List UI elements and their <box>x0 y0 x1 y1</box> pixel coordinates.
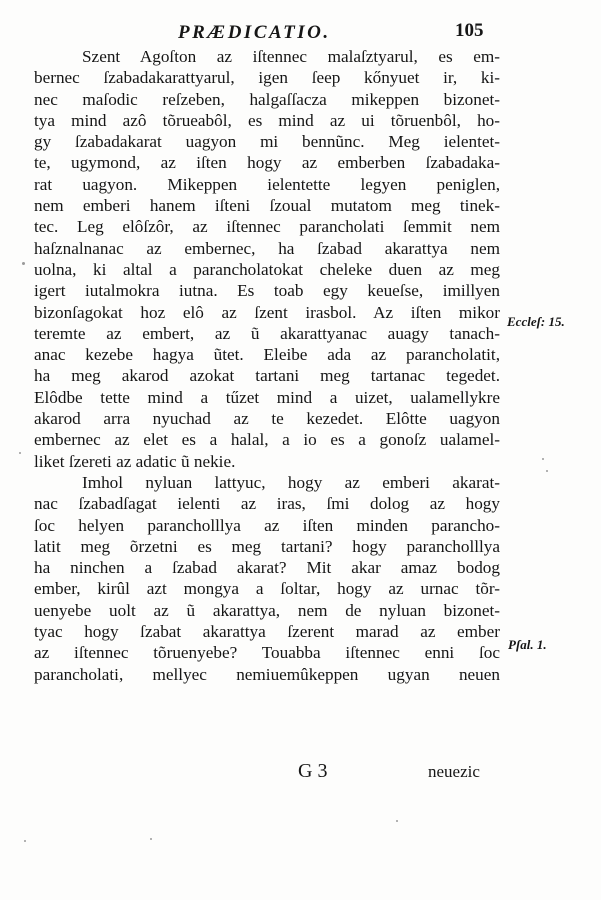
text-line: latit meg õrzetni es meg tartani? hogy parancholllya <box>34 536 500 556</box>
paper-speck <box>19 452 21 454</box>
text-line: ha ninchen a ſzabad akarat? Mit akar amaz bodog <box>34 558 500 578</box>
text-line: liket ſzereti az adatic ũ nekie. <box>34 451 236 471</box>
text-line: tec. Leg elôſzôr, az iſtennec parancholati ſemmit nem <box>34 217 500 237</box>
paper-speck <box>24 840 26 842</box>
signature-mark: G 3 <box>298 760 328 782</box>
text-line: az iſtennec tõruenyebe? Touabba iſtennec enni ſoc <box>34 643 500 663</box>
text-line: ember, kirûl azt mongya a ſoltar, hogy az urnac tõr- <box>34 579 500 599</box>
text-line: parancholati, mellyec nemiuemûkeppen ugyan neuen <box>34 664 500 684</box>
text-line: Imhol nyluan lattyuc, hogy az emberi akarat- <box>82 472 500 492</box>
paper-speck <box>546 470 548 472</box>
text-line: gy ſzabadakarat uagyon mi bennũnc. Meg ielentet- <box>34 132 500 152</box>
text-line: nec maſodic reſzeben, halgaſſacza mikeppen bizonet- <box>34 89 500 109</box>
text-line: nem emberi hanem iſteni ſzoual mutatom meg tinek- <box>34 196 500 216</box>
text-line: uenyebe uolt az ũ akarattya, nem de nyluan bizonet- <box>34 600 500 620</box>
catchword: neuezic <box>428 762 480 781</box>
text-line: Elôdbe tette mind a tűzet mind a uizet, ualamellykre <box>34 387 500 407</box>
text-line: teremte az embert, az ũ akarattyanac auagy tanach- <box>34 323 500 343</box>
text-line: haſznalnanac az embernec, ha ſzabad akarattya nem <box>34 238 500 258</box>
text-line: embernec az elet es a halal, a io es a gonoſz ualamel- <box>34 430 500 450</box>
text-line: Szent Agoſton az iſtennec malaſztyarul, es em- <box>82 47 500 66</box>
paper-speck <box>396 820 398 822</box>
text-line: te, ugymond, az iſten hogy az emberben ſzabadaka- <box>34 153 500 173</box>
running-head: PRÆDICATIO. <box>178 22 331 43</box>
marginal-note-ecclesiasticus: Eccleſ: 15. <box>507 314 565 329</box>
text-line: ha meg akarod azokat tartani meg tartanac tegedet. <box>34 366 500 386</box>
text-line: rat uagyon. Mikeppen ielentette legyen peniglen, <box>34 174 500 194</box>
text-line: akarod arra nyuchad az te kezedet. Elôtte uagyon <box>34 409 500 429</box>
page-number: 105 <box>455 20 484 41</box>
text-line: bernec ſzabadakarattyarul, igen ſeep kőnyuet ir, ki- <box>34 68 500 88</box>
paper-speck <box>150 838 152 840</box>
text-line: anac kezebe hagya ũtet. Eleibe ada az parancholatit, <box>34 345 500 365</box>
paper-speck <box>542 458 544 460</box>
text-line: tya mind azô tõrueabôl, es mind az ui tõruenbôl, ho- <box>34 110 500 130</box>
text-line: ſoc helyen parancholllya az iſten minden parancho- <box>34 515 500 535</box>
text-line: nac ſzabadſagat ielenti az iras, ſmi dolog az hogy <box>34 494 500 514</box>
page-footer <box>0 760 601 786</box>
body-text <box>34 46 500 685</box>
text-line: tyac hogy ſzabat akarattya ſzerent marad az ember <box>34 622 500 642</box>
marginal-note-psalm: Pſal. 1. <box>508 637 547 652</box>
text-line: igert iutalmokra iutna. Es toab egy keueſse, imillyen <box>34 281 500 301</box>
text-line: bizonſagokat hoz elô az ſzent irasbol. Az iſten mikor <box>34 302 500 322</box>
text-line: uolna, ki altal a parancholatokat cheleke duen az meg <box>34 259 500 279</box>
paper-speck <box>22 262 25 265</box>
